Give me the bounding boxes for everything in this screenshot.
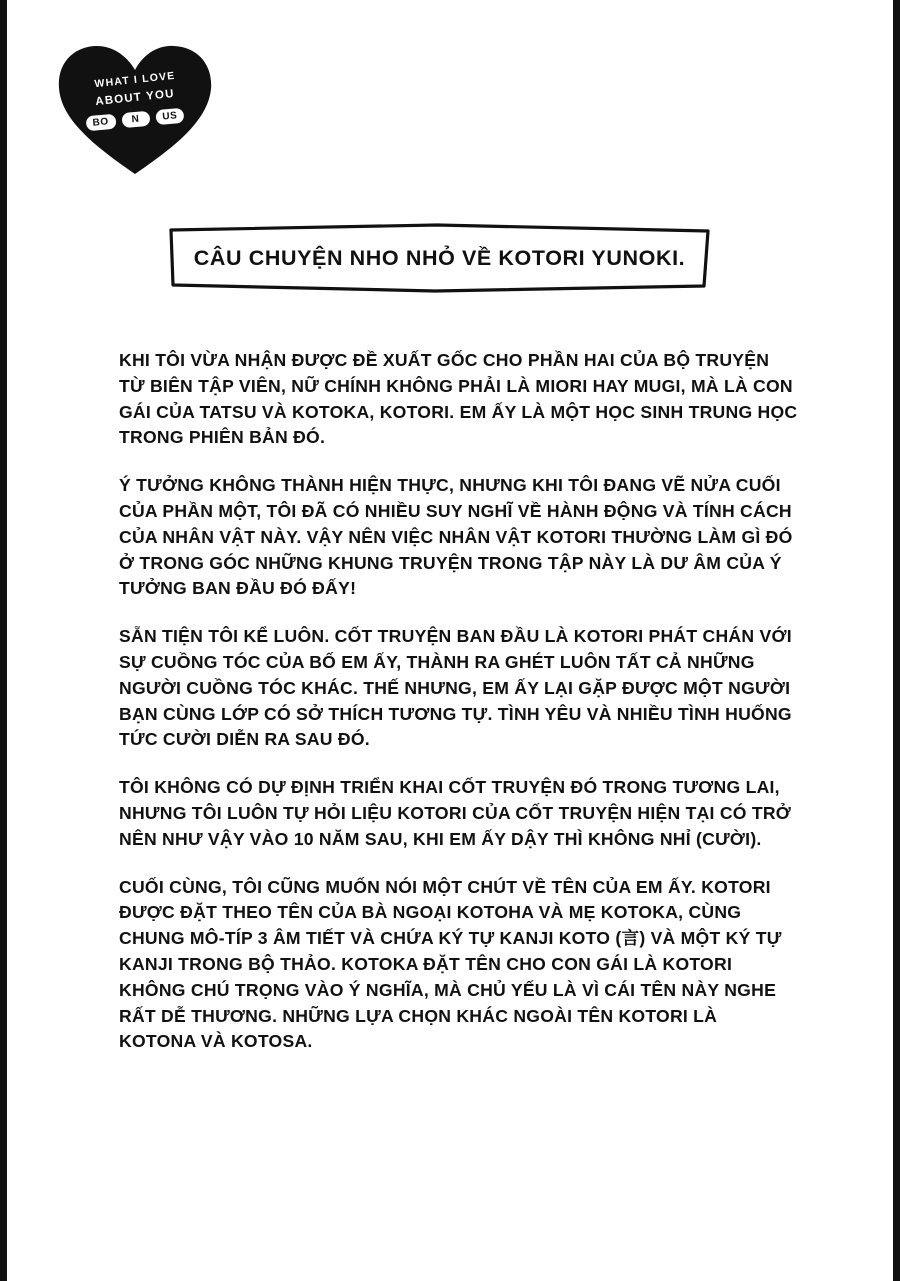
heart-icon [55, 40, 215, 180]
badge-line-2: ABOUT YOU [94, 87, 176, 109]
bonus-chip-n: N [121, 111, 150, 128]
title-box [167, 222, 712, 294]
bonus-chip-us: US [155, 108, 185, 125]
page-title: CÂU CHUYỆN NHO NHỎ VỀ KOTORI YUNOKI. [193, 245, 686, 270]
paragraph-2: Ý TƯỞNG KHÔNG THÀNH HIỆN THỰC, NHƯNG KHI TÔI ĐANG VẼ NỬA CUỐI CỦA PHẦN MỘT, TÔI ĐÃ CÓ NHIỀU SUY NGHĨ VỀ HÀNH ĐỘNG VÀ TÍNH CÁCH CỦA NHÂN VẬT NÀY. VẬY NÊN VIỆC NHÂN VẬT KOTORI THƯỜNG LÀM GÌ ĐÓ Ở TRONG GÓC NHỮNG KHUNG TRUYỆN TRONG TẬP NÀY LÀ DƯ ÂM CỦA Ý TƯỞNG BAN ĐẦU ĐÓ ĐẤY! [119, 475, 793, 599]
paragraph-3: SẴN TIỆN TÔI KỂ LUÔN. CỐT TRUYỆN BAN ĐẦU LÀ KOTORI PHÁT CHÁN VỚI SỰ CUỒNG TÓC CỦA BỐ EM ẤY, THÀNH RA GHÉT LUÔN TẤT CẢ NHỮNG NGƯỜI CUỒNG TÓC KHÁC. THẾ NHƯNG, EM ẤY LẠI GẶP ĐƯỢC MỘT NGƯỜI BẠN CÙNG LỚP CÓ SỞ THÍCH TƯƠNG TỰ. TÌNH YÊU VÀ NHIỀU TÌNH HUỐNG TỨC CƯỜI DIỄN RA SAU ĐÓ. [119, 626, 792, 750]
bonus-badge [55, 40, 215, 180]
badge-line-1: WHAT I LOVE [93, 69, 177, 91]
paragraph-5: CUỐI CÙNG, TÔI CŨNG MUỐN NÓI MỘT CHÚT VỀ TÊN CỦA EM ẤY. KOTORI ĐƯỢC ĐẶT THEO TÊN CỦA BÀ NGOẠI KOTOHA VÀ MẸ KOTOKA, CÙNG CHUNG MÔ-TÍP 3 ÂM TIẾT VÀ CHỨA KÝ TỰ KANJI KOTO (言) VÀ MỘT KÝ TỰ KANJI TRONG BỘ THẢO. KOTOKA ĐẶT TÊN CHO CON GÁI LÀ KOTORI KHÔNG CHÚ TRỌNG VÀO Ý NGHĨA, MÀ CHỦ YẾU LÀ VÌ CÁI TÊN NÀY NGHE RẤT DỄ THƯƠNG. NHỮNG LỰA CHỌN KHÁC NGOÀI TÊN KOTORI LÀ KOTONA VÀ KOTOSA. [119, 876, 782, 1052]
paragraph-4: TÔI KHÔNG CÓ DỰ ĐỊNH TRIỂN KHAI CỐT TRUYỆN ĐÓ TRONG TƯƠNG LAI, NHƯNG TÔI LUÔN TỰ HỎI LIỆU KOTORI CỦA CỐT TRUYỆN HIỆN TẠI CÓ TRỞ NÊN NHƯ VẬY VÀO 10 NĂM SAU, KHI EM ẤY DẬY THÌ KHÔNG NHỈ (CƯỜI). [119, 777, 792, 849]
paragraph-1: KHI TÔI VỪA NHẬN ĐƯỢC ĐỀ XUẤT GỐC CHO PHẦN HAI CỦA BỘ TRUYỆN TỪ BIÊN TẬP VIÊN, NỮ CHÍNH KHÔNG PHẢI LÀ MIORI HAY MUGI, MÀ LÀ CON GÁI CỦA TATSU VÀ KOTOKA, KOTORI. EM ẤY LÀ MỘT HỌC SINH TRUNG HỌC TRONG PHIÊN BẢN ĐÓ. [119, 350, 798, 448]
bonus-chip-bo: BO [85, 114, 116, 132]
essay-body [119, 348, 799, 1055]
